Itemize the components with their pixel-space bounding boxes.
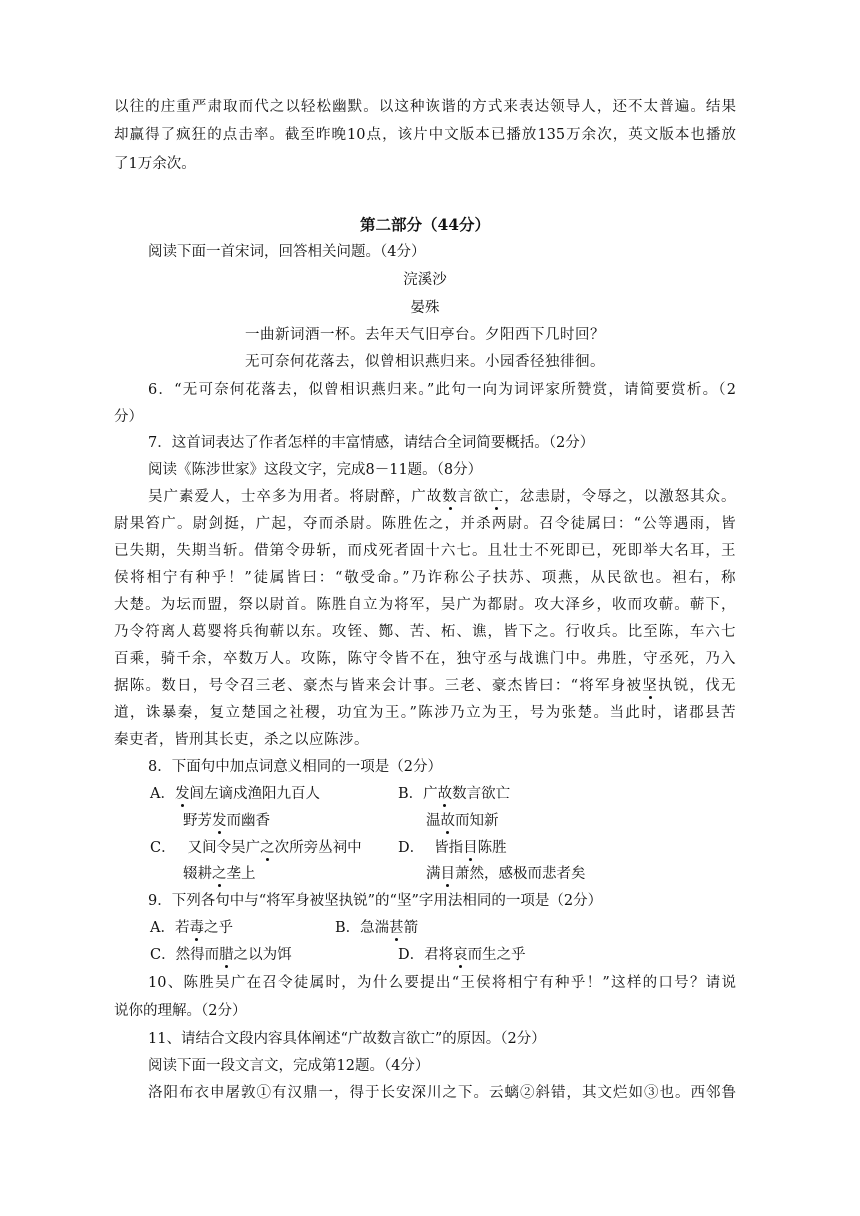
- option-label: A．: [150, 920, 175, 936]
- option-label: A．: [150, 786, 175, 802]
- option-label: B．: [398, 786, 424, 802]
- question-7: 7．这首词表达了作者怎样的丰富情感，请结合全词简要概括。（2分）: [148, 435, 595, 451]
- option-text: 急湍: [360, 920, 390, 936]
- passage-text: ，忿恚尉，令辱之，以激怒其众。: [504, 489, 737, 505]
- poem-line-1: 一曲新词酒一杯。去年天气旧亭台。夕阳西下几时回？: [245, 327, 605, 343]
- option-text: 闾左谪戍渔阳九百人: [189, 786, 320, 802]
- option-text: 数言欲亡: [452, 786, 511, 802]
- option-text: 君将: [424, 947, 454, 963]
- passage-line-6: 乃令符离人葛婴将兵徇蕲以东。攻铚、酂、苦、柘、谯，皆下之。行收兵。比至陈，车六七: [114, 624, 736, 640]
- q8-option-c: [150, 838, 362, 858]
- option-text: 之乎: [203, 920, 233, 936]
- option-text: 广: [423, 786, 438, 802]
- dotted-char: 哀: [453, 947, 468, 963]
- q8-option-c-line-2: [183, 864, 256, 884]
- option-text: 满: [426, 866, 441, 882]
- question-9-stem: 9．下列各句中与“将军身被坚执锐”的“坚”字用法相同的一项是（2分）: [148, 893, 603, 909]
- passage-text: 据陈。数日，号令召三老、豪杰与皆来会计事。三老、豪杰皆曰：“将军身被: [114, 678, 643, 694]
- dotted-char: 甚: [389, 920, 404, 936]
- dotted-char: 发: [212, 813, 227, 829]
- q8-option-d: [398, 838, 507, 858]
- passage-text: 执锐，伐无: [658, 678, 736, 694]
- q8-option-a-line-2: [183, 811, 270, 831]
- option-text: 而知新: [455, 813, 499, 829]
- intro-line-3: 了1万余次。: [114, 156, 196, 172]
- dotted-char: 腊: [219, 947, 234, 963]
- option-text: 温: [426, 813, 441, 829]
- option-text: 垄上: [226, 866, 256, 882]
- option-text: 陈胜: [477, 840, 507, 856]
- dotted-char: 故: [440, 813, 455, 829]
- option-label: D．: [398, 840, 425, 856]
- passage-line-3: 已失期，失期当斩。借第令毋斩，而戍死者固十六七。且壮士不死即已，死即举大名耳，王: [114, 543, 736, 559]
- dotted-char: 目: [463, 840, 478, 856]
- dotted-char: 坚: [642, 678, 659, 694]
- dotted-char: 亡: [488, 489, 505, 505]
- poem-title: 浣溪沙: [403, 272, 447, 288]
- intro-line-1: 以往的庄重严肃取而代之以轻松幽默。以这种诙谐的方式来表达领导人，还不太普遍。结果: [114, 99, 736, 115]
- question-12-text: 洛阳布衣申屠敦①有汉鼎一，得于长安深川之下。云螭②斜错，其文烂如③也。西邻鲁: [148, 1085, 736, 1101]
- q9-option-a: [150, 918, 233, 938]
- dotted-char: 发: [174, 786, 190, 802]
- passage-line-7: 百乘，骑千余，卒数万人。攻陈，陈守令皆不在，独守丞与战谯门中。弗胜，守丞死，乃入: [114, 651, 736, 667]
- q9-option-c: [150, 945, 292, 965]
- option-label: B．: [335, 920, 361, 936]
- option-text: 次所旁丛祠中: [274, 840, 362, 856]
- option-label: C．: [150, 840, 176, 856]
- poem-intro: 阅读下面一首宋词，回答相关问题。（4分）: [148, 244, 426, 260]
- dotted-char: 之: [212, 866, 227, 882]
- dotted-char: 毒: [189, 920, 204, 936]
- question-6-line-2: 分）: [114, 409, 143, 425]
- option-label: D．: [398, 947, 425, 963]
- option-text: 然得而: [175, 947, 220, 963]
- passage-line-10: 秦吏者，皆刑其长吏，杀之以应陈涉。: [114, 732, 369, 748]
- passage-line-4: 侯将相宁有种乎！”徒属皆曰：“敬受命。”乃诈称公子扶苏、项燕，从民欲也。袒右，称: [114, 570, 736, 586]
- dotted-char: 之: [260, 840, 275, 856]
- passage-text: 言欲: [457, 489, 489, 505]
- option-text: 而生之乎: [467, 947, 526, 963]
- q8-option-b-line-2: [426, 811, 499, 831]
- poem-author: 晏殊: [410, 300, 440, 316]
- q8-option-b: [398, 784, 510, 804]
- option-text: 辍耕: [183, 866, 212, 882]
- option-text: 而幽香: [226, 813, 270, 829]
- option-text: 若: [174, 920, 190, 936]
- passage-line-2: 尉果笞广。尉剑挺，广起，夺而杀尉。陈胜佐之，并杀两尉。召令徒属曰：“公等遇雨，皆: [114, 516, 736, 532]
- q8-option-a: [150, 784, 320, 804]
- passage-line-9: 道，诛暴秦，复立楚国之社稷，功宜为王。”陈涉乃立为王，号为张楚。当此时，诸郡县苦: [114, 705, 736, 721]
- dotted-char: 故: [437, 786, 453, 802]
- option-text: 野芳: [183, 813, 212, 829]
- passage-line-1: [148, 487, 736, 507]
- intro-line-2: 却赢得了疯狂的点击率。截至昨晚10点，该片中文版本已播放135万余次，英文版本也播放: [114, 127, 736, 143]
- question-12-intro: 阅读下面一段文言文，完成第12题。（4分）: [148, 1058, 430, 1074]
- option-text: 皆指: [434, 840, 464, 856]
- option-text: 又间令吴广: [187, 840, 261, 856]
- option-text: 萧然，感极而悲者矣: [455, 866, 586, 882]
- question-10-line-2: 说你的理解。（2分）: [114, 1003, 247, 1019]
- dotted-char: 数: [442, 489, 458, 505]
- poem-line-2: 无可奈何花落去，似曾相识燕归来。小园香径独徘徊。: [245, 354, 605, 370]
- question-8-stem: 8．下面句中加点词意义相同的一项是（2分）: [148, 759, 442, 775]
- question-6-line-1: 6．“无可奈何花落去，似曾相识燕归来。”此句一向为词评家所赞赏，请简要赏析。（2: [148, 382, 736, 398]
- question-10-line-1: 10、陈胜吴广在召令徒属时，为什么要提出“王侯将相宁有种乎！”这样的口号？请说: [148, 975, 736, 991]
- q8-option-d-line-2: [426, 864, 586, 884]
- option-text: 箭: [403, 920, 419, 936]
- dotted-char: 目: [440, 866, 455, 882]
- option-text: 之以为饵: [233, 947, 292, 963]
- passage-text: 吴广素爱人，士卒多为用者。将尉醉，广故: [148, 489, 443, 505]
- option-label: C．: [150, 947, 176, 963]
- q9-option-b: [335, 918, 418, 938]
- question-11: 11、请结合文段内容具体阐述“广故数言欲亡”的原因。（2分）: [148, 1031, 546, 1047]
- section-heading: 第二部分（44分）: [359, 215, 491, 234]
- q9-option-d: [398, 945, 526, 965]
- passage-intro: 阅读《陈涉世家》这段文字，完成8－11题。（8分）: [148, 462, 483, 478]
- passage-line-5: 大楚。为坛而盟，祭以尉首。陈胜自立为将军，吴广为都尉。攻大泽乡，收而攻蕲。蕲下，: [114, 597, 736, 613]
- passage-line-8: [114, 676, 736, 696]
